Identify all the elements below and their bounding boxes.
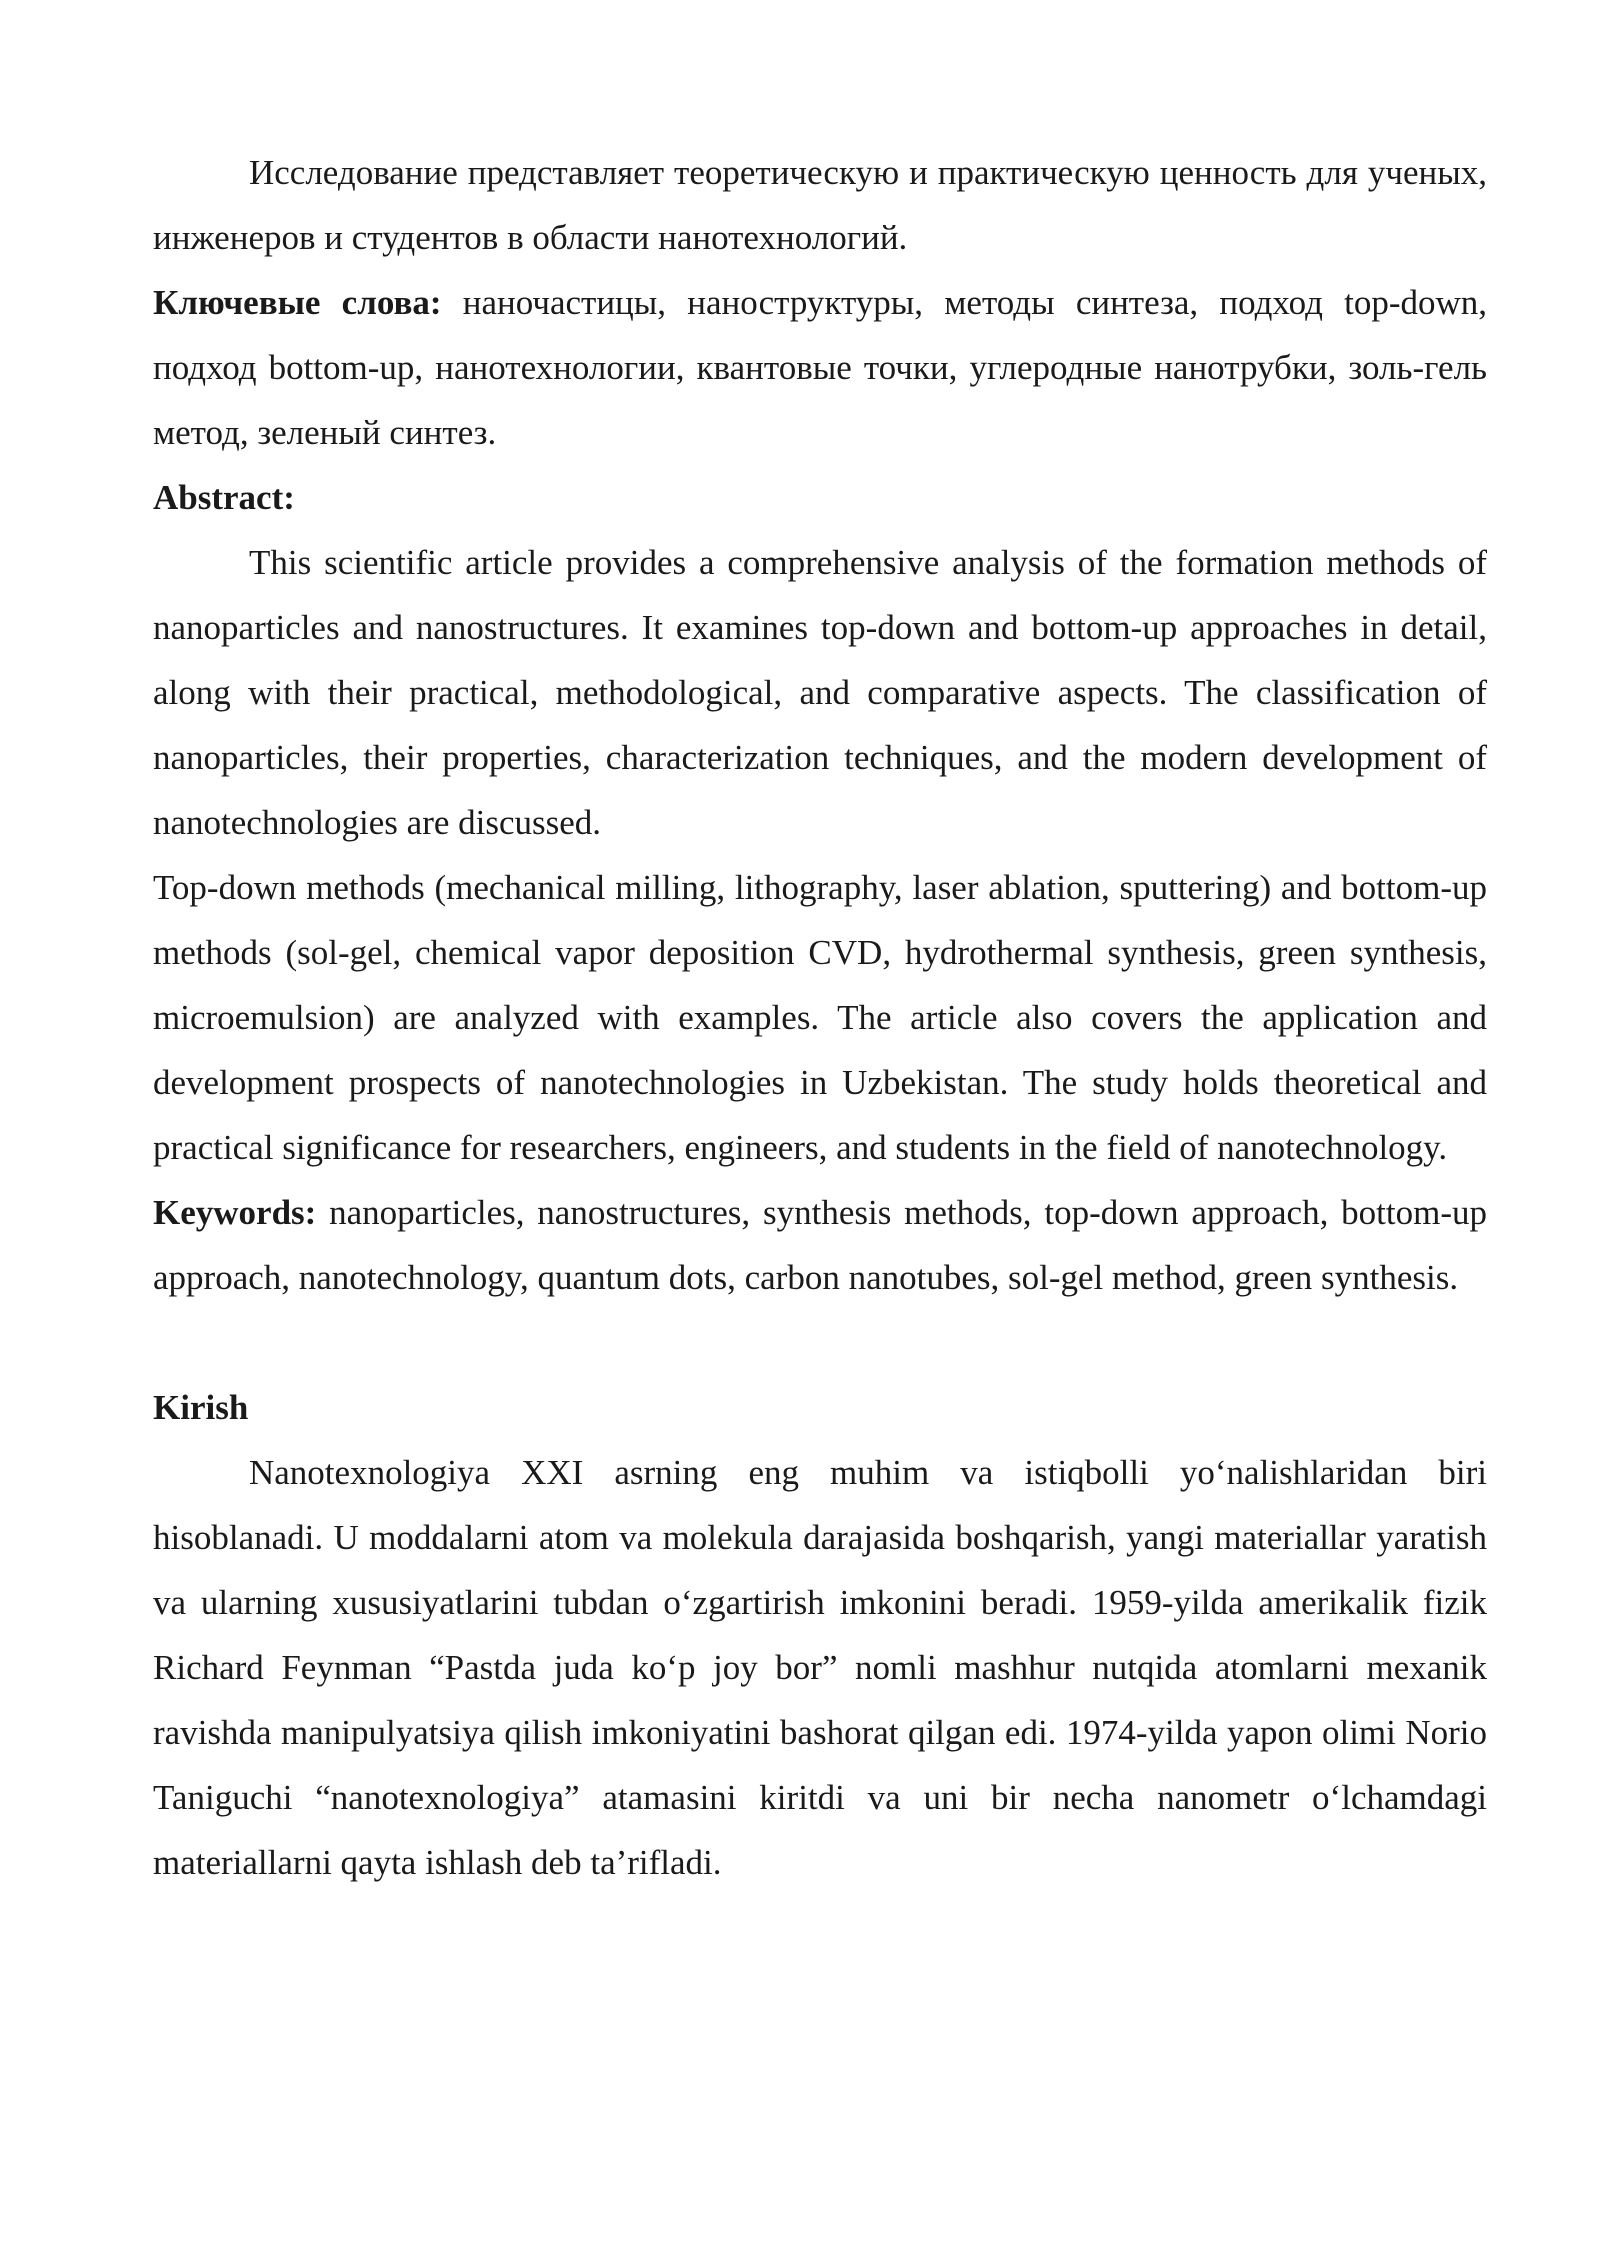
intro-heading: Kirish (153, 1388, 249, 1427)
intro-paragraph: Nanotexnologiya XXI asrning eng muhim va istiqbolli yo‘nalishlaridan biri hisoblanadi. U moddalarni atom va molekula darajasida boshqarish, yangi materiallar yaratish va ularning xususiyatlarini tubdan o‘zgartirish imkonini beradi. 1959-yilda amerikalik fizik Richard Feynman “Pastda juda ko‘p joy bor” nomli mashhur nutqida atomlarni mexanik ravishda manipulyatsiya qilish imkoniyatini bashorat qilgan edi. 1974-yilda yapon olimi Norio Taniguchi “nanotexnologiya” atamasini kiritdi va uni bir necha nanometr o‘lchamdagi materiallarni qayta ishlash deb ta’rifladi. (153, 1453, 1487, 1882)
abstract-paragraph-2: Top-down methods (mechanical milling, lithography, laser ablation, sputtering) and bottom-up methods (sol-gel, chemical vapor deposition CVD, hydrothermal synthesis, green synthesis, microemulsion) are analyzed with examples. The article also covers the application and development prospects of nanotechnologies in Uzbekistan. The study holds theoretical and practical significance for researchers, engineers, and students in the field of nanotechnology. (153, 868, 1487, 1167)
en-keywords-paragraph (153, 1180, 1487, 1310)
ru-keywords-label: Ключевые слова: (153, 283, 442, 322)
ru-keywords-text: наночастицы, наноструктуры, методы синтеза, подход top-down, подход bottom-up, нанотехнологии, квантовые точки, углеродные нанотрубки, золь-гель метод, зеленый синтез. (153, 283, 1488, 452)
en-keywords-text: nanoparticles, nanostructures, synthesis methods, top-down approach, bottom-up approach, nanotechnology, quantum dots, carbon nanotubes, sol-gel method, green synthesis. (153, 1193, 1487, 1297)
document-page (153, 140, 1487, 1895)
ru-keywords-paragraph (153, 270, 1487, 465)
abstract-paragraph-1: This scientific article provides a comprehensive analysis of the formation methods of nanoparticles and nanostructures. It examines top-down and bottom-up approaches in detail, along with their practical, methodological, and comparative aspects. The classification of nanoparticles, their properties, characterization techniques, and the modern development of nanotechnologies are discussed. (153, 543, 1487, 842)
ru-conclusion-paragraph: Исследование представляет теоретическую и практическую ценность для ученых, инженеров и студентов в области нанотехнологий. (153, 153, 1487, 257)
abstract-heading: Abstract: (153, 478, 295, 517)
en-keywords-label: Keywords: (153, 1193, 317, 1232)
section-spacer (153, 1310, 1487, 1375)
